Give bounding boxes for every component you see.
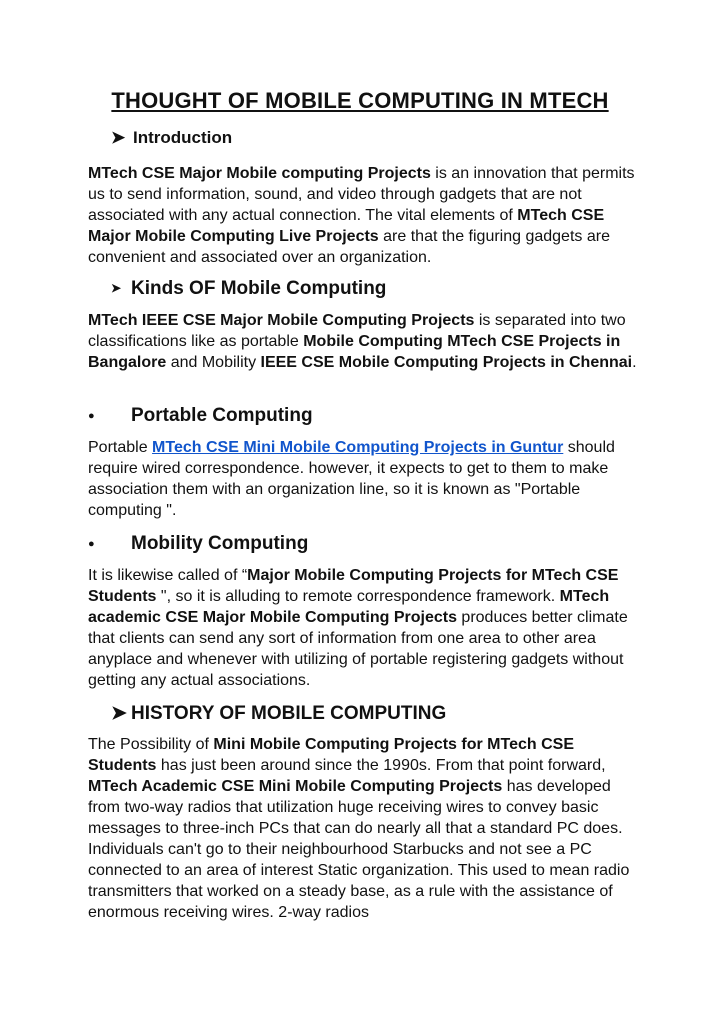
text-run: is separated into two classifications like as portable bbox=[88, 312, 626, 350]
bold-phrase: MTech CSE Major Mobile Computing Live Projects bbox=[88, 207, 605, 245]
dot-bullet-icon: ● bbox=[88, 538, 95, 550]
bold-phrase: Major Mobile Computing Projects for MTech CSE Students bbox=[88, 567, 619, 605]
bold-phrase: Mini Mobile Computing Projects for MTech CSE Students bbox=[88, 736, 574, 774]
kinds-paragraph bbox=[88, 310, 640, 373]
arrowhead-bullet-icon: ➤ bbox=[111, 703, 127, 724]
text-run: should require wired correspondence. however, it expects to get to them to make association them with an organization line, so it is known as "Portable computing ". bbox=[88, 439, 615, 519]
history-heading-label: HISTORY OF MOBILE COMPUTING bbox=[131, 703, 447, 724]
arrowhead-bullet-icon: ➤ bbox=[111, 128, 126, 147]
history-heading bbox=[111, 702, 446, 725]
dot-bullet-icon: ● bbox=[88, 410, 95, 422]
intro-heading bbox=[111, 128, 232, 148]
kinds-heading-label: Kinds OF Mobile Computing bbox=[131, 278, 387, 299]
text-run: . bbox=[632, 354, 637, 371]
bold-phrase: MTech IEEE CSE Major Mobile Computing Projects bbox=[88, 312, 475, 329]
text-run: and Mobility bbox=[166, 354, 261, 371]
bold-phrase: IEEE CSE Mobile Computing Projects in Chennai bbox=[260, 354, 633, 371]
text-run: The Possibility of bbox=[88, 736, 214, 753]
document-title: THOUGHT OF MOBILE COMPUTING IN MTECH bbox=[111, 88, 609, 113]
arrowhead-bullet-icon: ➤ bbox=[111, 281, 122, 295]
mobility-heading-label: Mobility Computing bbox=[131, 533, 309, 554]
portable-heading-label: Portable Computing bbox=[131, 405, 313, 426]
guntur-projects-link[interactable]: MTech CSE Mini Mobile Computing Projects in Guntur bbox=[152, 439, 564, 456]
mobility-paragraph bbox=[88, 565, 640, 691]
text-run: has developed from two-way radios that utilization huge receiving wires to convey basic messages to three-inch PCs that can do nearly all that a standard PC does. Individuals can't go to their neighbourhood Starbucks and not see a PC connected to an area of interest Static organization. This used to mean radio transmitters that worked on a steady base, as a rule with the assistance of enormous receiving wires. 2-way radios bbox=[88, 778, 630, 921]
intro-paragraph bbox=[88, 163, 640, 268]
text-run: ", so it is alluding to remote correspondence framework. bbox=[156, 588, 560, 605]
portable-paragraph bbox=[88, 437, 640, 521]
text-run: is an innovation that permits us to send information, sound, and video through gadgets that are not associated with any actual connection. The vital elements of bbox=[88, 165, 635, 224]
bold-phrase: Mobile Computing MTech CSE Projects in Bangalore bbox=[88, 333, 621, 371]
text-run: has just been around since the 1990s. From that point forward, bbox=[156, 757, 606, 774]
bold-phrase: MTech CSE Major Mobile computing Projects bbox=[88, 165, 431, 182]
kinds-heading bbox=[111, 278, 386, 300]
history-paragraph bbox=[88, 734, 640, 923]
text-run: are that the figuring gadgets are convenient and associated over an organization. bbox=[88, 228, 610, 266]
text-run: It is likewise called of “ bbox=[88, 567, 248, 584]
bold-phrase: MTech Academic CSE Mini Mobile Computing Projects bbox=[88, 778, 503, 795]
text-run: Portable bbox=[88, 439, 153, 456]
text-run: produces better climate that clients can send any sort of information from one area to other area anyplace and whenever with utilizing of portable registering gadgets without getting any actual associations. bbox=[88, 609, 628, 689]
portable-heading bbox=[88, 405, 313, 427]
bold-phrase: MTech academic CSE Major Mobile Computing Projects bbox=[88, 588, 610, 626]
mobility-heading bbox=[88, 533, 308, 555]
intro-heading-label: Introduction bbox=[133, 128, 233, 147]
